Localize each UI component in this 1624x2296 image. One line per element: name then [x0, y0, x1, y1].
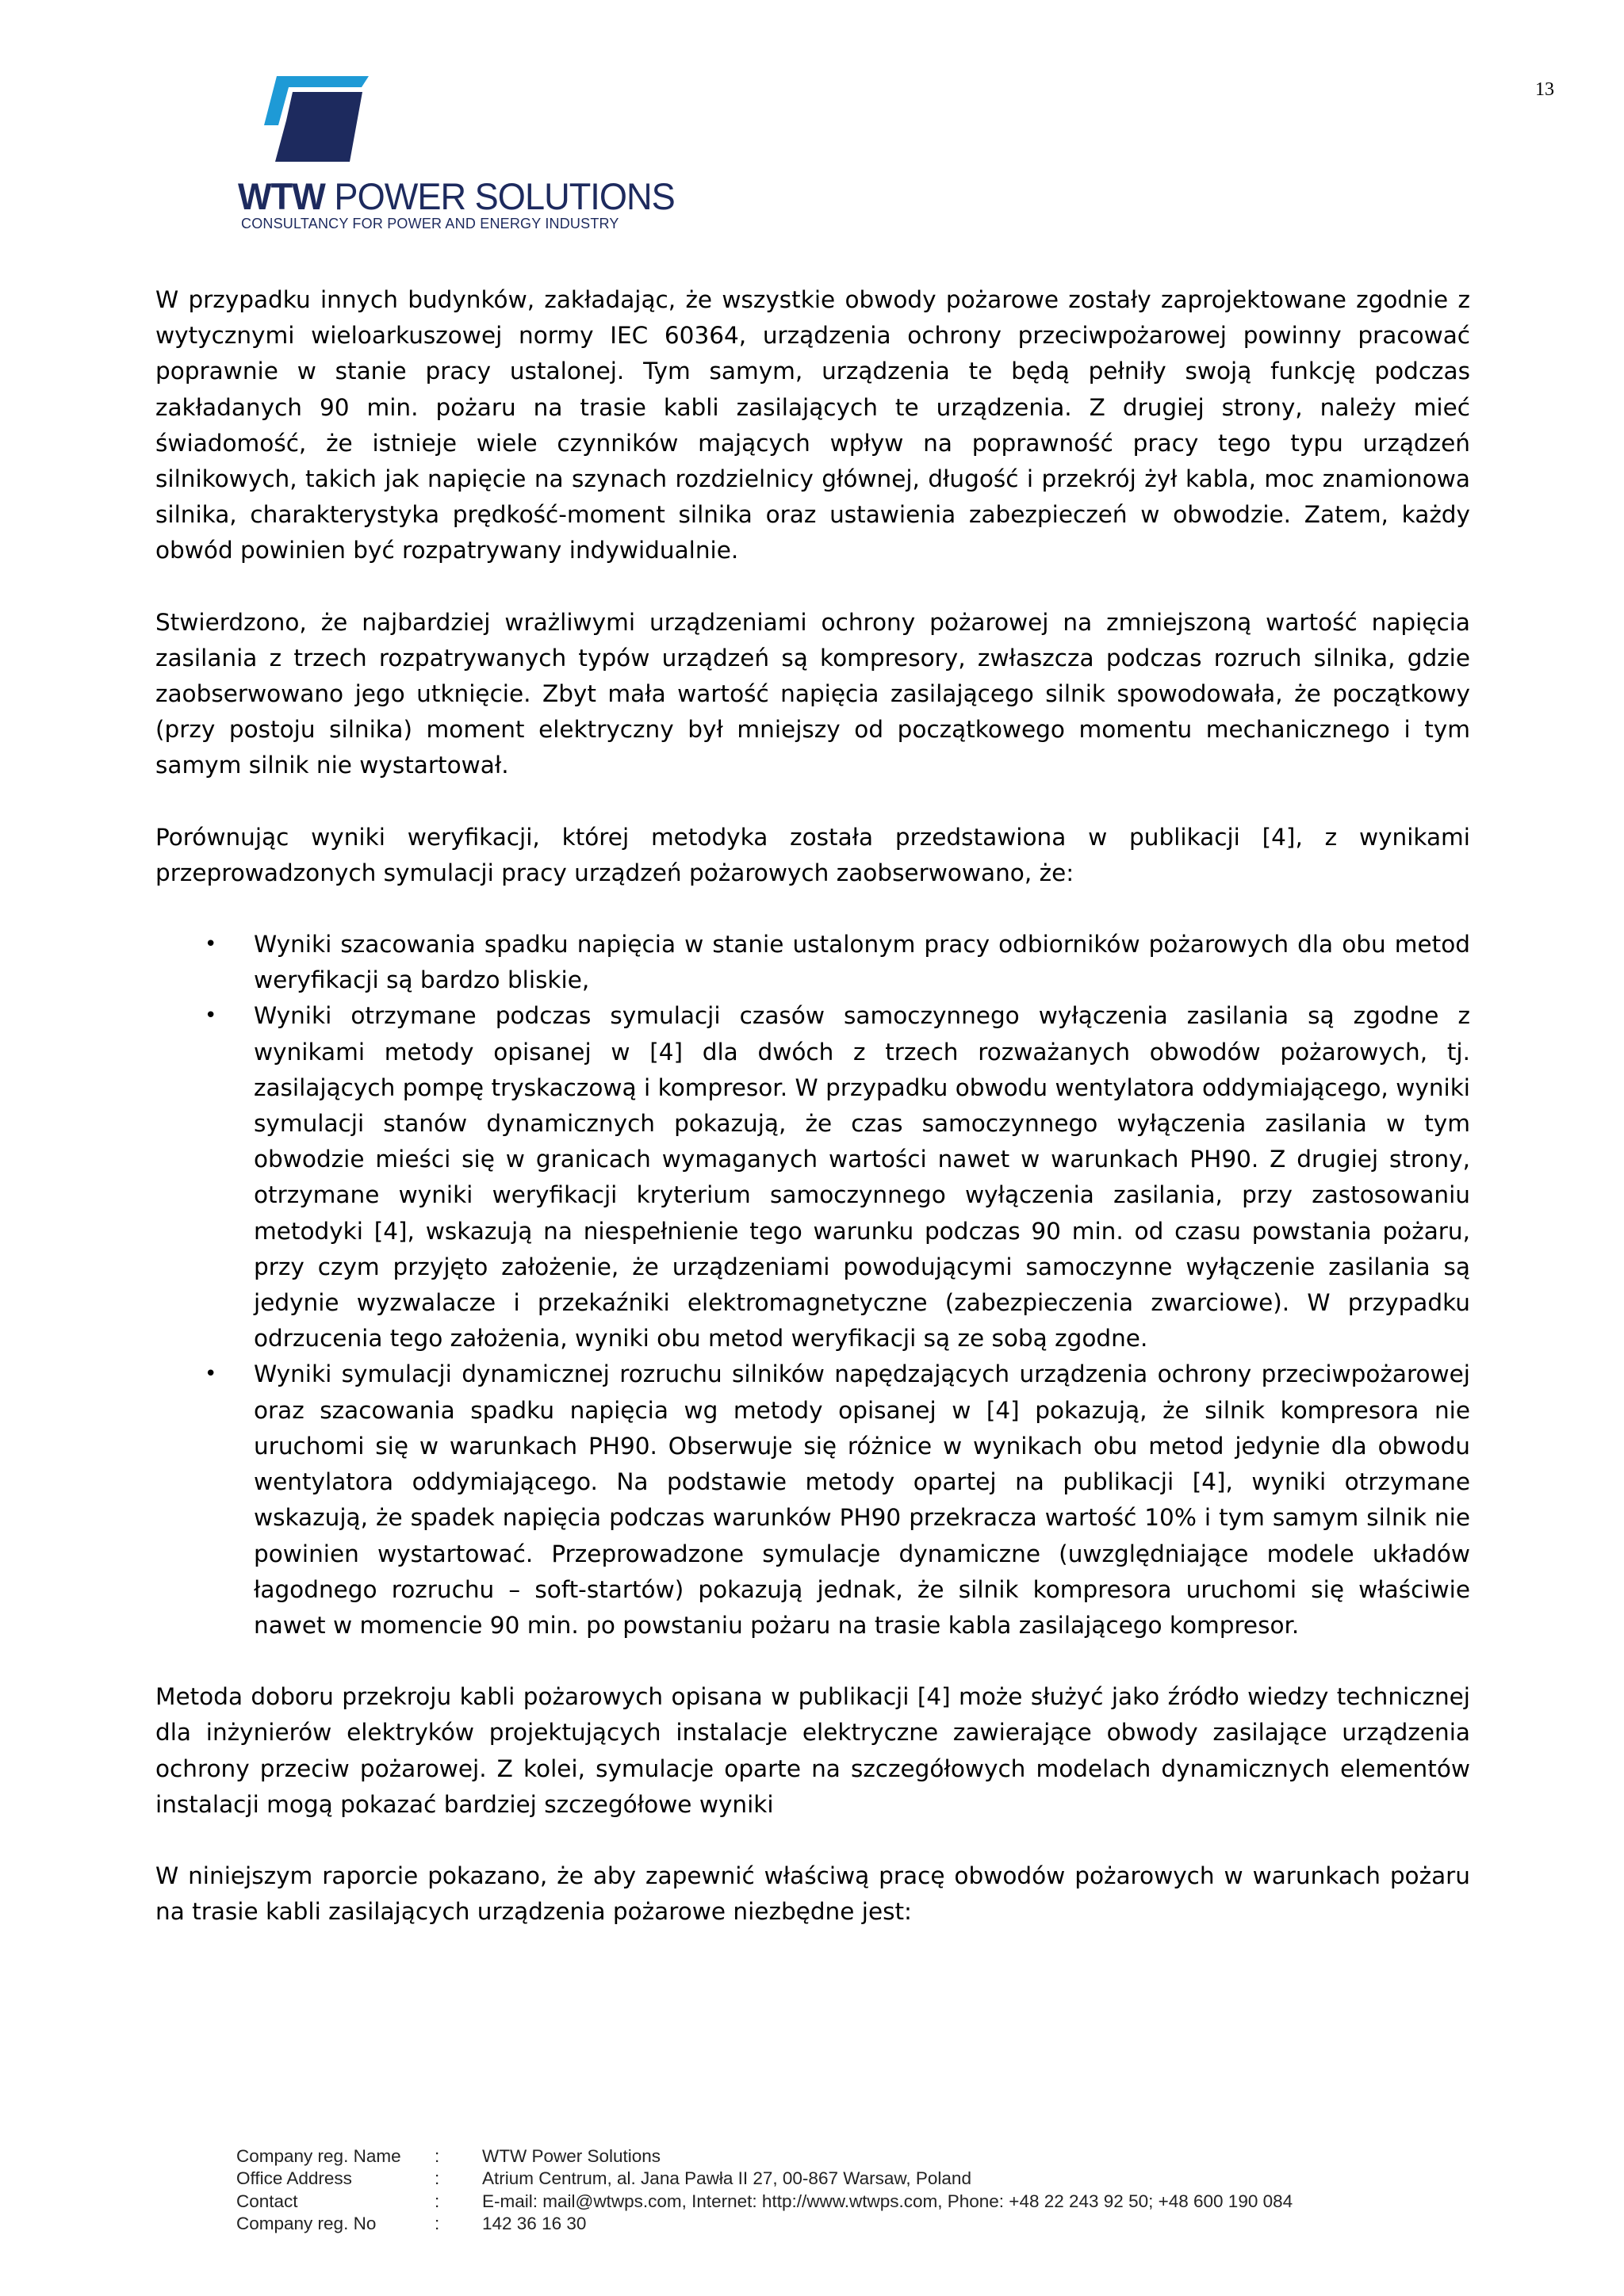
- paragraph-5: W niniejszym raporcie pokazano, że aby zapewnić właściwą pracę obwodów pożarowych w warunkach pożaru na trasie kabli zasilających urządzenia pożarowe niezbędne jest:: [155, 1862, 1470, 1926]
- page-number: 13: [1535, 79, 1554, 100]
- list-item-text: Wyniki symulacji dynamicznej rozruchu silników napędzających urządzenia ochrony przeciwpożarowej oraz szacowania spadku napięcia wg metody opisanej w [4] pokazują, że silnik kompresora nie uruchomi się w warunkach PH90. Obserwuje się różnice w wynikach obu metod jedynie dla obwodu wentylatora oddymiającego. Na podstawie metody opartej na publikacji [4], wyniki otrzymane wskazują, że spadek napięcia podczas warunków PH90 przekracza wartość 10% i tym samym silnik nie powinien wystartować. Przeprowadzone symulacje dynamiczne (uwzględniające modele układów łagodnego rozruchu – soft-startów) pokazują jednak, że silnik kompresora uruchomi się właściwie nawet w momencie 90 min. po powstaniu pożaru na trasie kabla zasilającego kompresor.: [254, 1360, 1470, 1639]
- bullet-list: [155, 927, 1470, 1644]
- footer-label: Contact: [236, 2191, 298, 2211]
- footer-row-address: [236, 2168, 1293, 2190]
- footer-separator: :: [435, 2146, 440, 2166]
- footer-row-contact: [236, 2191, 1293, 2213]
- bullet-dot: •: [205, 932, 217, 957]
- footer-separator: :: [435, 2168, 440, 2189]
- company-logo: [238, 76, 682, 235]
- logo-tagline: CONSULTANCY FOR POWER AND ENERGY INDUSTRY: [241, 216, 619, 232]
- footer-value: 142 36 16 30: [482, 2213, 587, 2233]
- list-item: [155, 998, 1470, 1357]
- footer-label: Company reg. No: [236, 2213, 377, 2233]
- document-body: [155, 282, 1470, 1965]
- footer-separator: :: [435, 2213, 440, 2233]
- bullet-dot: •: [205, 1362, 217, 1387]
- footer-value: E-mail: mail@wtwps.com, Internet: http://www.wtwps.com, Phone: +48 22 243 92 50; +48 600 190 084: [482, 2191, 1293, 2211]
- logo-name-bold: WTW: [238, 175, 325, 217]
- list-item: [155, 1357, 1470, 1644]
- paragraph-4: Metoda doboru przekroju kabli pożarowych opisana w publikacji [4] może służyć jako źródło wiedzy technicznej dla inżynierów elektryków projektujących instalacje elektryczne zawierające obwody zasilające urządzenia ochrony przeciw pożarowej. Z kolei, symulacje oparte na szczegółowych modelach dynamicznych elementów instalacji mogą pokazać bardziej szczegółowe wyniki: [155, 1683, 1470, 1818]
- footer-value: Atrium Centrum, al. Jana Pawła II 27, 00-867 Warsaw, Poland: [482, 2168, 971, 2189]
- list-item: [155, 927, 1470, 998]
- footer-value: WTW Power Solutions: [482, 2146, 661, 2166]
- footer-row-name: [236, 2145, 1293, 2168]
- paragraph-1: W przypadku innych budynków, zakładając, że wszystkie obwody pożarowe zostały zaprojektowane zgodnie z wytycznymi wieloarkuszowej normy IEC 60364, urządzenia ochrony przeciwpożarowej powinny pracować poprawnie w stanie pracy ustalonej. Tym samym, urządzenia te będą pełniły swoją funkcję podczas zakładanych 90 min. pożaru na trasie kabli zasilających te urządzenia. Z drugiej strony, należy mieć świadomość, że istnieje wiele czynników mających wpływ na poprawność pracy tego typu urządzeń silnikowych, takich jak napięcie na szynach rozdzielnicy głównej, długość i przekrój żył kabla, moc znamionowa silnika, charakterystyka prędkość-moment silnika oraz ustawienia zabezpieczeń w obwodzie. Zatem, każdy obwód powinien być rozpatrywany indywidualnie.: [155, 286, 1470, 564]
- paragraph-2: Stwierdzono, że najbardziej wrażliwymi urządzeniami ochrony pożarowej na zmniejszoną wartość napięcia zasilania z trzech rozpatrywanych typów urządzeń są kompresory, zwłaszcza podczas rozruch silnika, gdzie zaobserwowano jego utknięcie. Zbyt mała wartość napięcia zasilającego silnik spowodowała, że początkowy (przy postoju silnika) moment elektryczny był mniejszy od początkowego momentu mechanicznego i tym samym silnik nie wystartował.: [155, 608, 1470, 779]
- logo-company-name: [238, 174, 675, 218]
- paragraph-3: Porównując wyniki weryfikacji, której metodyka została przedstawiona w publikacji [4], z wynikami przeprowadzonych symulacji pracy urządzeń pożarowych zaobserwowano, że:: [155, 823, 1470, 886]
- logo-name-rest: POWER SOLUTIONS: [324, 175, 675, 217]
- list-item-text: Wyniki szacowania spadku napięcia w stanie ustalonym pracy odbiorników pożarowych dla obu metod weryfikacji są bardzo bliskie,: [254, 931, 1470, 994]
- company-footer: [236, 2145, 1293, 2235]
- list-item-text: Wyniki otrzymane podczas symulacji czasów samoczynnego wyłączenia zasilania są zgodne z wynikami metody opisanej w [4] dla dwóch z trzech rozważanych obwodów pożarowych, tj. zasilających pompę tryskaczową i kompresor. W przypadku obwodu wentylatora oddymiającego, wyniki symulacji stanów dynamicznych pokazują, że czas samoczynnego wyłączenia zasilania w tym obwodzie mieści się w granicach wymaganych wartości nawet w warunkach PH90. Z drugiej strony, otrzymane wyniki weryfikacji kryterium samoczynnego wyłączenia zasilania, przy zastosowaniu metodyki [4], wskazują na niespełnienie tego warunku podczas 90 min. od czasu powstania pożaru, przy czym przyjęto założenie, że urządzeniami powodującymi samoczynne wyłączenie zasilania są jedynie wyzwalacze i przekaźniki elektromagnetyczne (zabezpieczenia zwarciowe). W przypadku odrzucenia tego założenia, wyniki obu metod weryfikacji są ze sobą zgodne.: [254, 1002, 1470, 1353]
- footer-separator: :: [435, 2191, 440, 2211]
- footer-label: Company reg. Name: [236, 2146, 401, 2166]
- footer-row-reg-no: [236, 2213, 1293, 2235]
- footer-label: Office Address: [236, 2168, 352, 2189]
- logo-mark-icon: [258, 76, 369, 165]
- bullet-dot: •: [205, 1004, 217, 1028]
